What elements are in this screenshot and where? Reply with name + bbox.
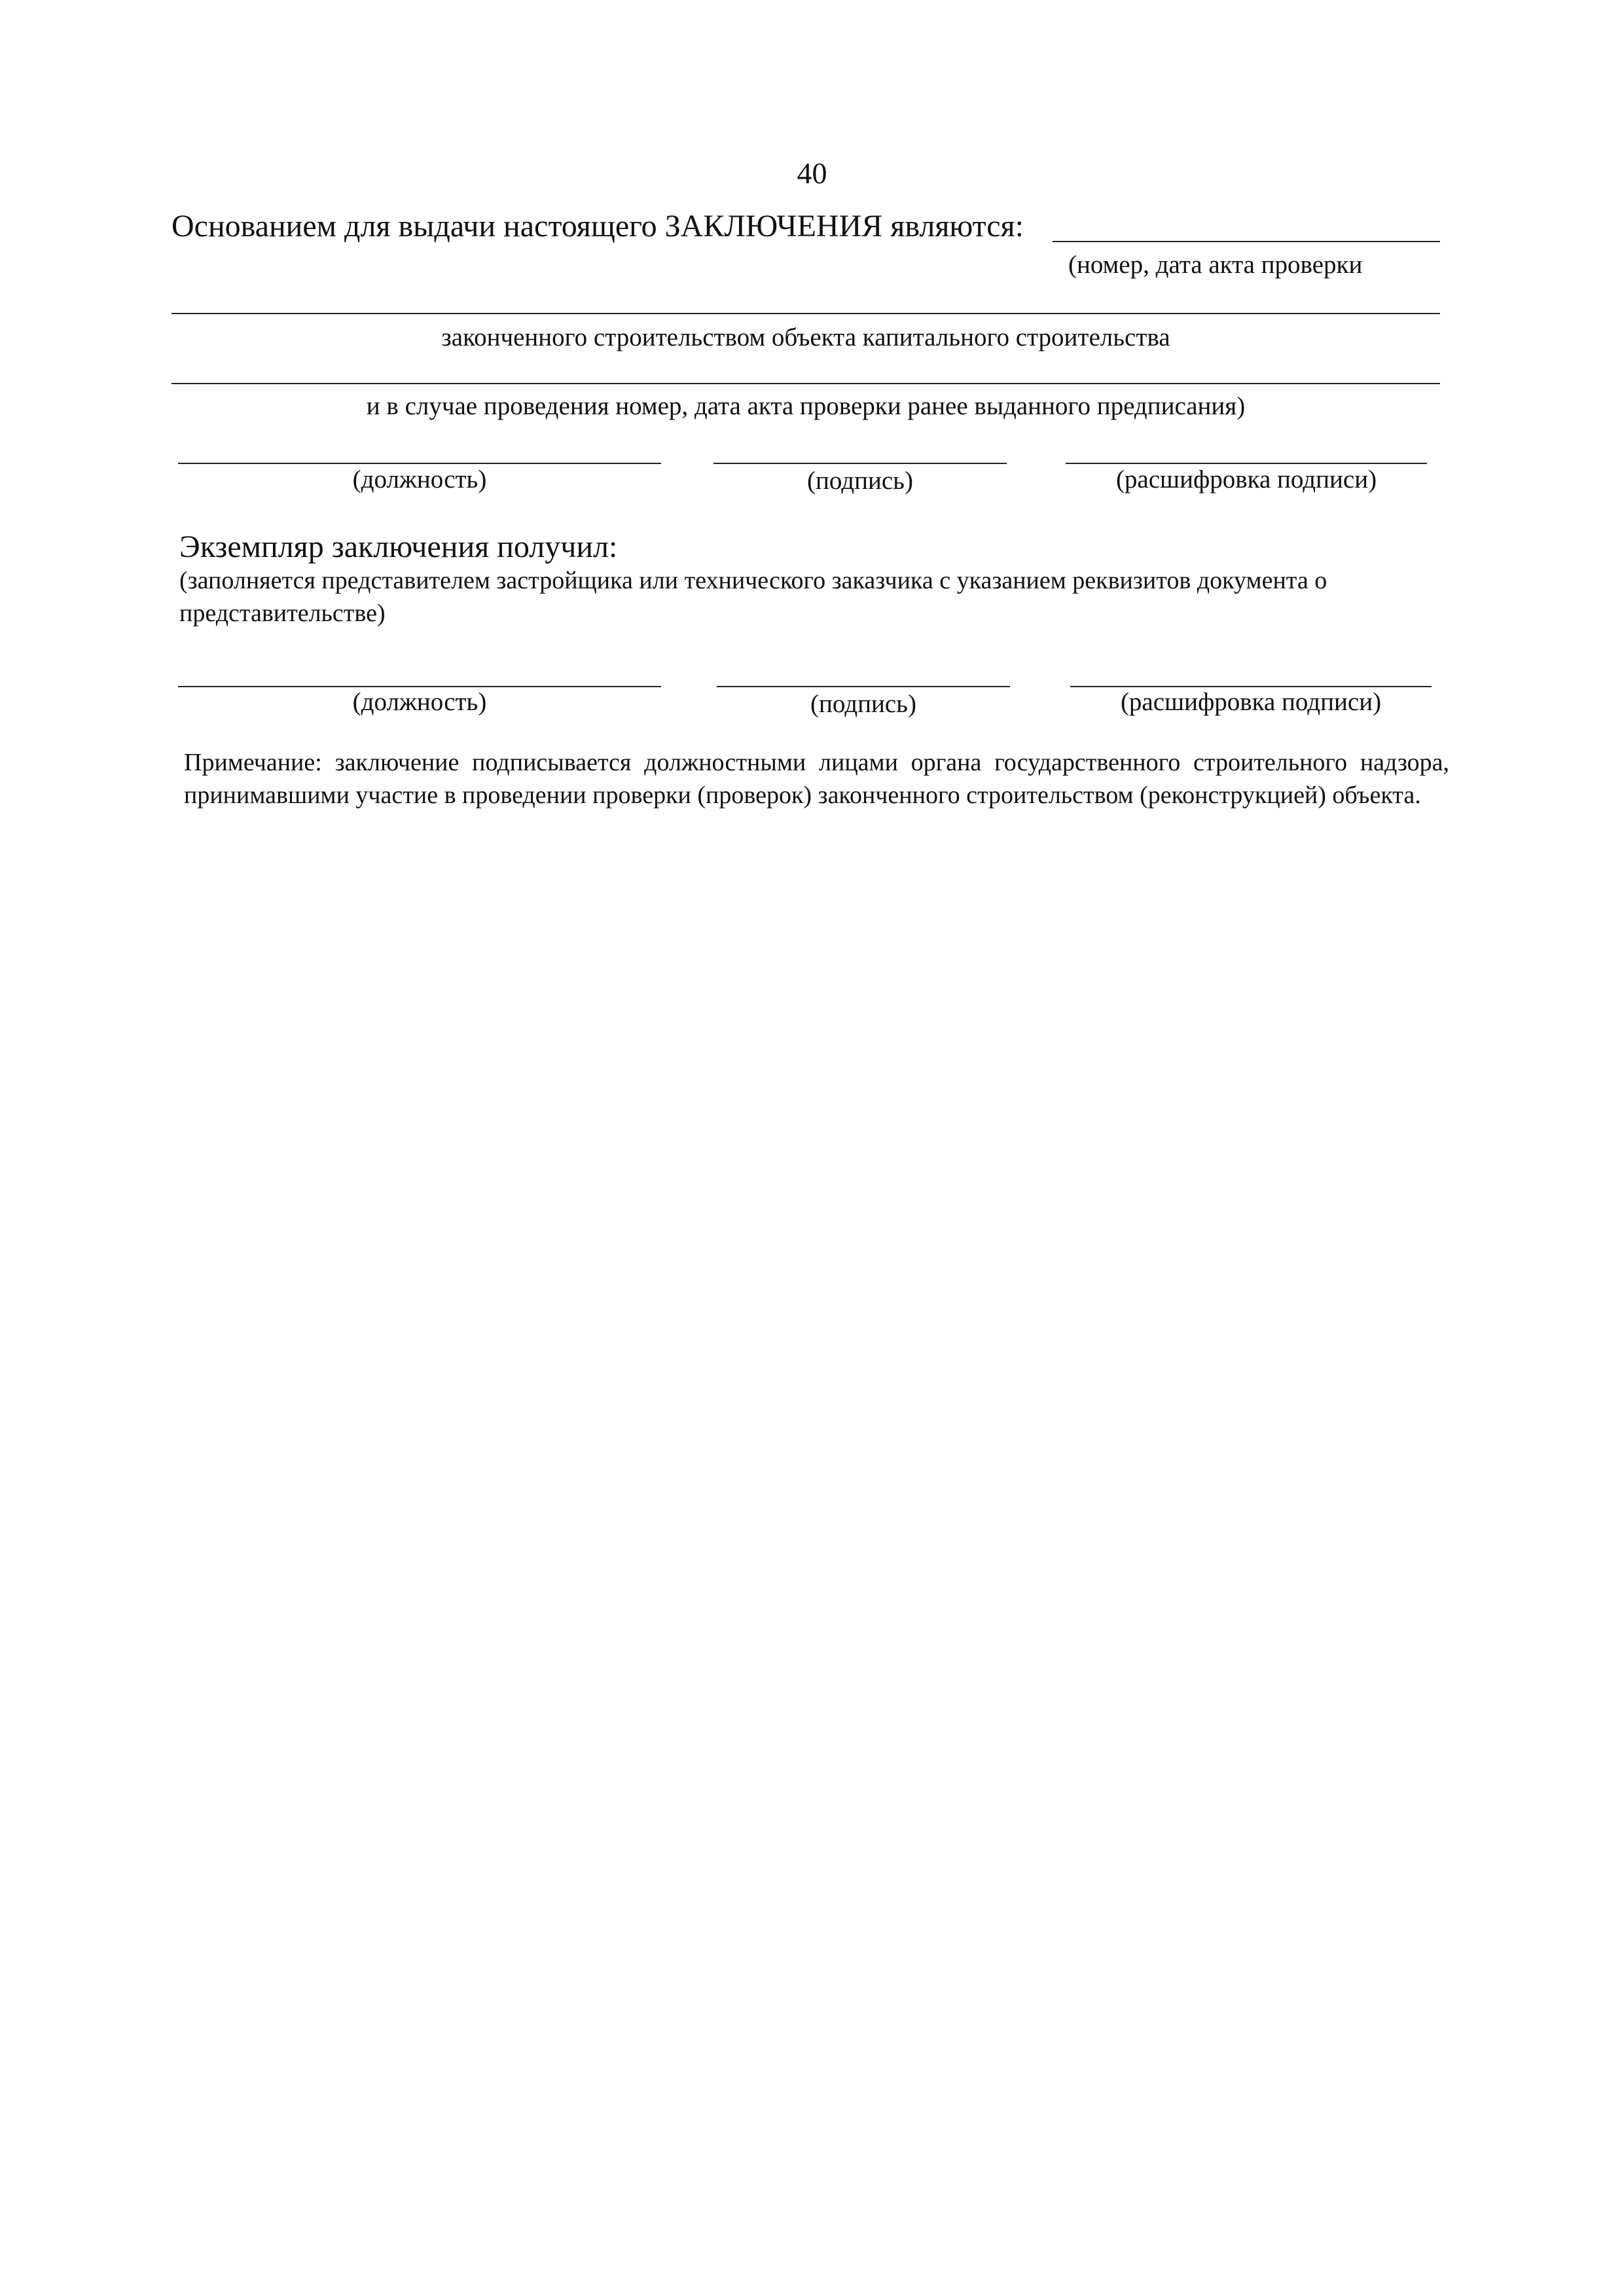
page-number: 40 [797, 156, 827, 190]
basis-lead-text: Основанием для выдачи настоящего ЗАКЛЮЧЕНИЯ являются: [171, 209, 1024, 243]
position-line-1 [178, 463, 661, 464]
basis-caption-line1: (номер, дата акта проверки [1068, 251, 1363, 279]
decryption-caption-2: (расшифровка подписи) [1120, 688, 1382, 716]
basis-caption-line2: законченного строительством объекта капитального строительства [441, 323, 1170, 351]
position-caption-1: (должность) [352, 465, 487, 493]
decryption-line-1 [1066, 463, 1427, 464]
footnote-text: Примечание: заключение подписывается должностными лицами органа государственного строительного надзора, принимавшими участие в проведении проверки (проверок) законченного строительством (реконструкцией) объекта. [184, 749, 1449, 809]
signature-line-2 [717, 686, 1010, 687]
received-note: (заполняется представителем застройщика или технического заказчика с указанием реквизитов документа о представительстве) [179, 567, 1327, 627]
signature-caption-2: (подпись) [810, 690, 916, 718]
basis-fill-line-2 [171, 313, 1440, 314]
basis-fill-line [1053, 241, 1440, 242]
position-caption-2: (должность) [352, 688, 487, 716]
received-title: Экземпляр заключения получил: [179, 529, 618, 564]
basis-caption-line3: и в случае проведения номер, дата акта проверки ранее выданного предписания) [366, 392, 1246, 420]
signature-line-1 [713, 463, 1007, 464]
decryption-caption-1: (расшифровка подписи) [1115, 465, 1377, 493]
basis-fill-line-3 [171, 383, 1440, 384]
signature-caption-1: (подпись) [807, 467, 913, 495]
